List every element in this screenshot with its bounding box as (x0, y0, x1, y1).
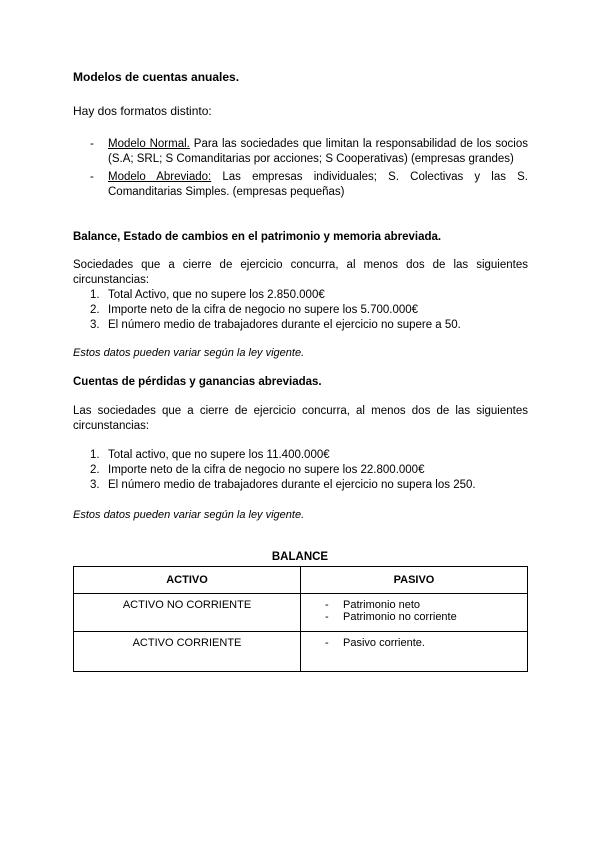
table-header-activo: ACTIVO (74, 567, 301, 594)
list-item (90, 170, 528, 200)
activo-cell: ACTIVO CORRIENTE (74, 632, 301, 672)
note-text: Estos datos pueden variar según la ley vigente. (73, 509, 305, 521)
table-row (74, 632, 528, 672)
model-list (90, 137, 528, 203)
list-item: - Patrimonio no corriente (325, 611, 527, 623)
pasivo-list (301, 632, 527, 649)
activo-cell: ACTIVO NO CORRIENTE (74, 594, 301, 632)
list-item: - Pasivo corriente. (325, 637, 527, 649)
table-row (74, 594, 528, 632)
document-title: Modelos de cuentas anuales. (73, 70, 240, 84)
item-number: 3. (90, 479, 100, 491)
section-paragraph: Las sociedades que a cierre de ejercicio concurra, al menos dos de las siguientes circunstancias: (73, 405, 528, 432)
list-item (90, 463, 520, 478)
pasivo-list (301, 594, 527, 623)
list-item (90, 448, 520, 463)
numbered-list (90, 288, 520, 333)
item-text: Total activo, que no supere los 11.400.000€ (108, 449, 330, 461)
item-number: 3. (90, 319, 100, 331)
section-heading: Balance, Estado de cambios en el patrimonio y memoria abreviada. (73, 231, 442, 243)
table-header-pasivo: PASIVO (301, 567, 528, 594)
model-description: Para las sociedades que limitan la responsabilidad de los socios (S.A; SRL; S Comanditarias por acciones; S Cooperativas) (empresas grandes) (108, 138, 528, 165)
item-text: Total Activo, que no supere los 2.850.000€ (108, 289, 325, 301)
balance-table (73, 566, 528, 672)
numbered-list (90, 448, 520, 493)
item-number: 1. (90, 449, 100, 461)
list-item (90, 478, 520, 493)
pasivo-cell (301, 632, 528, 672)
model-description: Las empresas individuales; S. Colectivas y las S. Comanditarias Simples. (empresas pequeñas) (108, 171, 528, 198)
pasivo-cell (301, 594, 528, 632)
item-number: 2. (90, 464, 100, 476)
balance-title: BALANCE (271, 551, 329, 563)
list-item (90, 288, 520, 303)
model-label: Modelo Normal. (108, 138, 190, 150)
item-number: 2. (90, 304, 100, 316)
item-number: 1. (90, 289, 100, 301)
note-text: Estos datos pueden variar según la ley vigente. (73, 347, 305, 359)
list-item (90, 137, 528, 167)
item-text: El número medio de trabajadores durante el ejercicio no supera los 250. (108, 479, 476, 491)
list-item (90, 303, 520, 318)
section-paragraph: Sociedades que a cierre de ejercicio concurra, al menos dos de las siguientes circunstancias: (73, 259, 528, 286)
intro-text: Hay dos formatos distinto: (73, 104, 212, 118)
list-item (90, 318, 520, 333)
section-heading: Cuentas de pérdidas y ganancias abreviadas. (73, 376, 322, 388)
item-text: Importe neto de la cifra de negocio no supere los 5.700.000€ (108, 304, 419, 316)
list-item: - Patrimonio neto (325, 599, 527, 611)
item-text: Importe neto de la cifra de negocio no supere los 22.800.000€ (108, 464, 425, 476)
table-header-row (74, 567, 528, 594)
item-text: El número medio de trabajadores durante el ejercicio no supere a 50. (108, 319, 461, 331)
model-label: Modelo Abreviado: (108, 171, 212, 183)
